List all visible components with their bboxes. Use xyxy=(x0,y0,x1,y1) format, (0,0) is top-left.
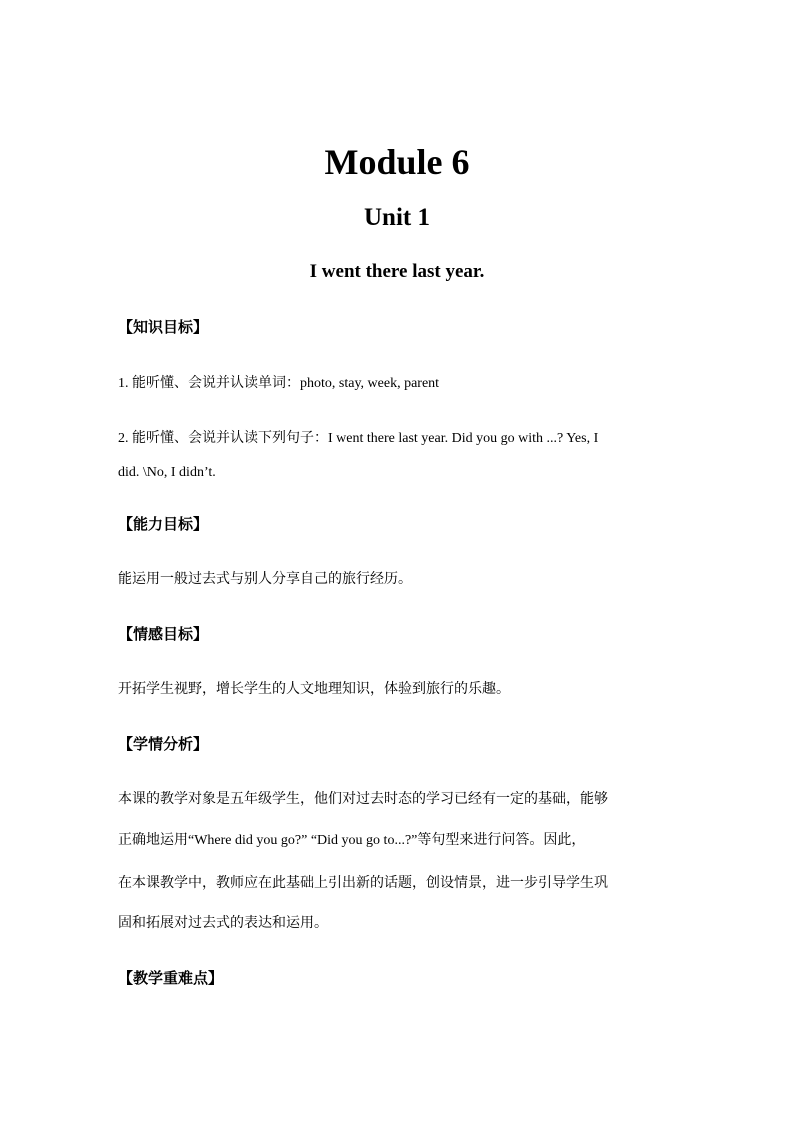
unit-title: Unit 1 xyxy=(364,204,430,231)
ability-heading: 【能力目标】 xyxy=(118,515,209,533)
analysis-line-2-cn-a: 正确地运用 xyxy=(118,832,188,848)
knowledge-item-1 xyxy=(118,373,439,394)
emotion-text: 开拓学生视野，增长学生的人文地理知识，体验到旅行的乐趣。 xyxy=(118,681,510,697)
analysis-line-2-cn-b: 等句型来进行问答。因此， xyxy=(417,832,586,848)
knowledge-item-2 xyxy=(118,428,598,449)
knowledge-item-1-en: photo, stay, week, parent xyxy=(300,376,440,391)
knowledge-item-2-en-b: did. \No, I didn’t. xyxy=(118,465,216,480)
analysis-line-4: 固和拓展对过去式的表达和运用。 xyxy=(118,915,328,931)
knowledge-heading: 【知识目标】 xyxy=(118,318,209,336)
module-title: Module 6 xyxy=(324,142,470,182)
analysis-line-1: 本课的教学对象是五年级学生，他们对过去时态的学习已经有一定的基础，能够 xyxy=(118,791,608,807)
ability-text: 能运用一般过去式与别人分享自己的旅行经历。 xyxy=(118,571,412,587)
knowledge-item-1-number: 1. xyxy=(118,376,129,391)
emotion-heading: 【情感目标】 xyxy=(118,625,209,643)
knowledge-item-2-continued xyxy=(118,463,216,483)
analysis-line-2 xyxy=(118,830,585,851)
lesson-title: I went there last year. xyxy=(309,261,485,282)
keypoints-heading: 【教学重难点】 xyxy=(118,969,224,987)
knowledge-item-2-number: 2. xyxy=(118,431,129,446)
analysis-line-3: 在本课教学中，教师应在此基础上引出新的话题，创设情景，进一步引导学生巩 xyxy=(118,875,608,891)
knowledge-item-2-en-a: I went there last year. Did you go with ...? Yes, I xyxy=(328,431,599,446)
analysis-line-2-en: “Where did you go?” “Did you go to...?” xyxy=(188,833,418,848)
knowledge-item-2-cn: 能听懂、会说并认读下列句子： xyxy=(132,430,328,446)
analysis-heading: 【学情分析】 xyxy=(118,735,209,753)
knowledge-item-1-cn: 能听懂、会说并认读单词： xyxy=(132,375,300,391)
